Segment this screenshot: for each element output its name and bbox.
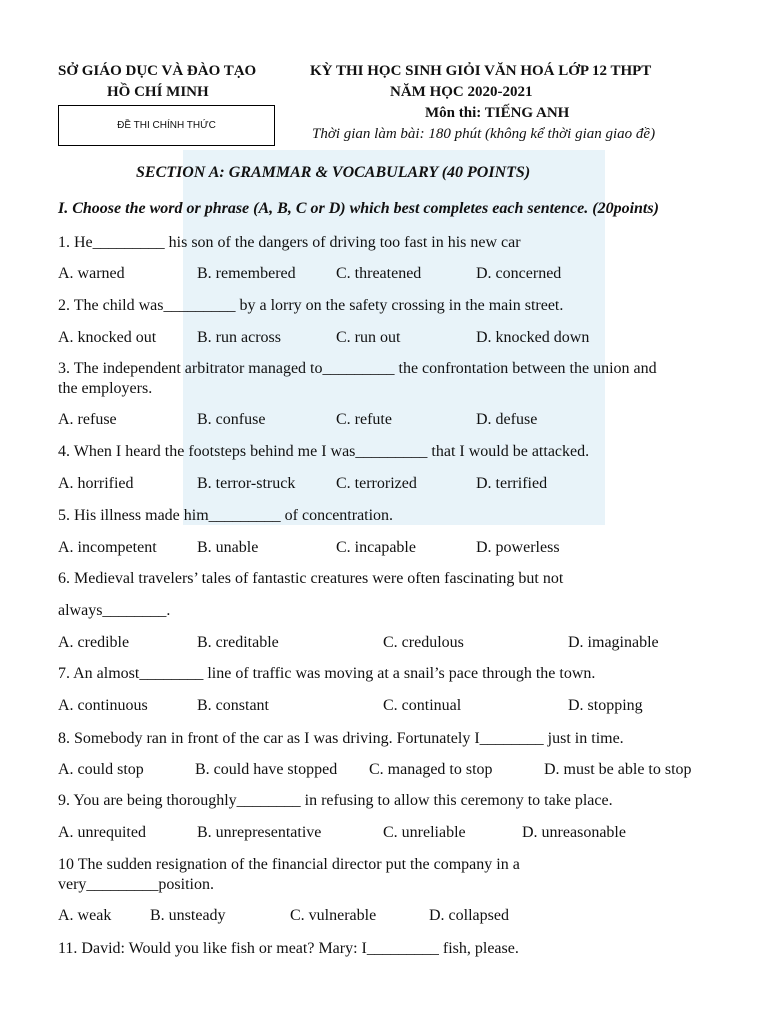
question-1-option-c: C. threatened	[336, 265, 422, 282]
question-5-option-d: D. powerless	[476, 539, 560, 556]
question-6-option-c: C. credulous	[383, 634, 464, 651]
question-5-option-b: B. unable	[197, 539, 259, 556]
question-7-option-c: C. continual	[383, 697, 462, 714]
question-4-option-d: D. terrified	[476, 475, 548, 492]
question-1-option-a: A. warned	[58, 265, 125, 282]
question-5-text: 5. His illness made him_________ of concentration.	[58, 507, 394, 524]
question-2-text: 2. The child was_________ by a lorry on the safety crossing in the main street.	[58, 297, 564, 314]
question-4-option-c: C. terrorized	[336, 475, 417, 492]
question-9-option-d: D. unreasonable	[522, 824, 626, 841]
question-3-option-c: C. refute	[336, 411, 392, 428]
question-2-option-a: A. knocked out	[58, 329, 157, 346]
question-4-option-b: B. terror-struck	[197, 475, 296, 492]
question-7-option-d: D. stopping	[568, 697, 643, 714]
question-10-option-a: A. weak	[58, 907, 112, 924]
question-10-text-line-1: 10 The sudden resignation of the financial director put the company in a	[58, 856, 520, 873]
question-9-text: 9. You are being thoroughly________ in refusing to allow this ceremony to take place.	[58, 792, 613, 809]
question-9-option-c: C. unreliable	[383, 824, 466, 841]
question-3-text-line-1: 3. The independent arbitrator managed to_________ the confrontation between the union and	[58, 360, 657, 377]
question-5-option-a: A. incompetent	[58, 539, 157, 556]
question-5-option-c: C. incapable	[336, 539, 416, 556]
part-title: I. Choose the word or phrase (A, B, C or D) which best completes each sentence. (20points)	[58, 200, 659, 217]
question-4-option-a: A. horrified	[58, 475, 134, 492]
question-4-text: 4. When I heard the footsteps behind me I was_________ that I would be attacked.	[58, 443, 590, 460]
question-11-text: 11. David: Would you like fish or meat? Mary: I_________ fish, please.	[58, 940, 519, 957]
question-7-text: 7. An almost________ line of traffic was moving at a snail’s pace through the town.	[58, 665, 596, 682]
question-6-text-line-1: 6. Medieval travelers’ tales of fantastic creatures were often fascinating but not	[58, 570, 564, 587]
question-6-option-a: A. credible	[58, 634, 130, 651]
department-name: SỞ GIÁO DỤC VÀ ĐÀO TẠO	[58, 63, 257, 79]
question-1-text: 1. He_________ his son of the dangers of driving too fast in his new car	[58, 234, 521, 251]
question-2-option-c: C. run out	[336, 329, 401, 346]
question-6-option-d: D. imaginable	[568, 634, 659, 651]
question-10-option-b: B. unsteady	[150, 907, 226, 924]
question-9-option-b: B. unrepresentative	[197, 824, 322, 841]
question-3-option-d: D. defuse	[476, 411, 538, 428]
question-2-option-d: D. knocked down	[476, 329, 590, 346]
question-1-option-b: B. remembered	[197, 265, 296, 282]
question-8-option-a: A. could stop	[58, 761, 144, 778]
question-8-option-b: B. could have stopped	[195, 761, 338, 778]
subject: Môn thi: TIẾNG ANH	[425, 105, 570, 121]
question-10-text-line-2: very_________position.	[58, 876, 214, 893]
question-6-text-line-2: always________.	[58, 602, 171, 619]
question-10-option-d: D. collapsed	[429, 907, 509, 924]
school-year: NĂM HỌC 2020-2021	[390, 84, 533, 100]
question-9-option-a: A. unrequited	[58, 824, 146, 841]
section-title: SECTION A: GRAMMAR & VOCABULARY (40 POINTS)	[136, 164, 531, 181]
question-6-option-b: B. creditable	[197, 634, 279, 651]
question-10-option-c: C. vulnerable	[290, 907, 377, 924]
official-exam-label: ĐỀ THI CHÍNH THỨC	[58, 105, 275, 146]
question-8-text: 8. Somebody ran in front of the car as I was driving. Fortunately I________ just in time.	[58, 730, 624, 747]
question-8-option-d: D. must be able to stop	[544, 761, 692, 778]
question-2-option-b: B. run across	[197, 329, 281, 346]
question-3-text-line-2: the employers.	[58, 380, 153, 397]
question-3-option-a: A. refuse	[58, 411, 117, 428]
question-3-option-b: B. confuse	[197, 411, 266, 428]
question-7-option-b: B. constant	[197, 697, 269, 714]
question-1-option-d: D. concerned	[476, 265, 562, 282]
department-city: HỒ CHÍ MINH	[107, 84, 209, 100]
question-7-option-a: A. continuous	[58, 697, 148, 714]
exam-duration: Thời gian làm bài: 180 phút (không kể thời gian giao đề)	[312, 126, 656, 142]
question-8-option-c: C. managed to stop	[369, 761, 493, 778]
exam-title: KỲ THI HỌC SINH GIỎI VĂN HOÁ LỚP 12 THPT	[310, 63, 652, 79]
